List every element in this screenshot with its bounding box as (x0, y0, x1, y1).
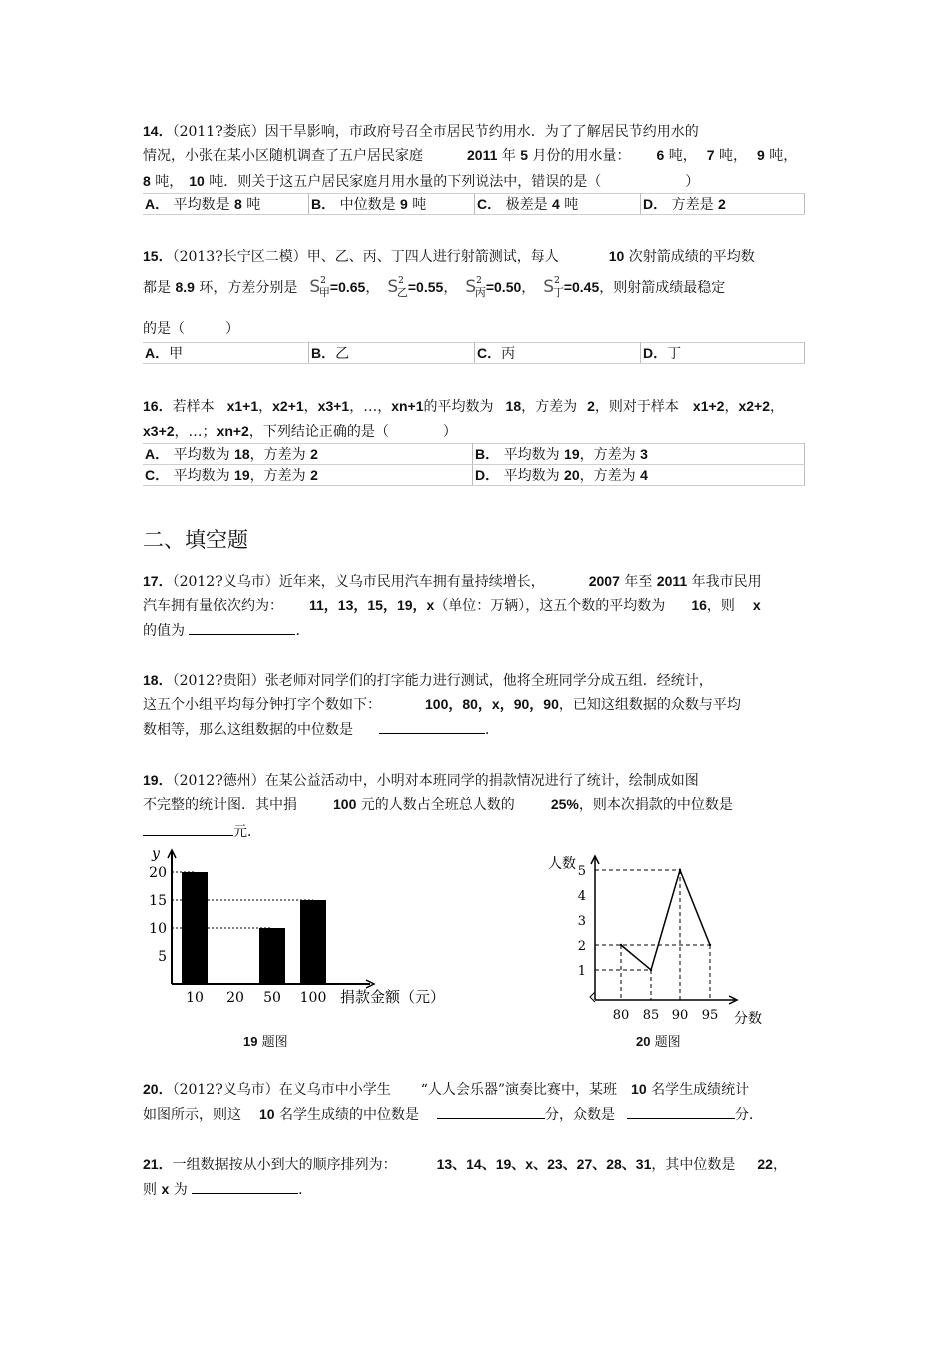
x-tick-label: 20 (226, 990, 244, 1006)
variance-jia: $S^2_甲=0.65$ (309, 276, 366, 299)
y-tick-label: 2 (577, 939, 586, 954)
q17-line1: 17．（2012?义乌市）近年来，义乌市民用汽车拥有量持续增长， 2007 年至 2011 年我市民用 (143, 573, 762, 590)
q16-option-c[interactable]: C． 平均数为 19，方差为 2 (143, 465, 473, 486)
y-tick-label: 20 (149, 865, 167, 881)
q20-median-blank[interactable] (437, 1104, 545, 1119)
q17-answer-blank[interactable] (189, 620, 295, 635)
bar-chart (140, 842, 460, 1012)
y-tick-label: 4 (577, 889, 586, 904)
variance-ding: $S^2_丁=0.45$ (543, 276, 600, 299)
q21-line1: 21．一组数据按从小到大的顺序排列为： 13、14、19、x、23、27、28、31，其中位数是 22， (143, 1156, 787, 1173)
bar (259, 928, 285, 984)
q16-option-b[interactable]: B． 平均数为 19，方差为 3 (473, 444, 805, 465)
y-axis-label: 人数 (548, 856, 576, 872)
data-point (679, 869, 681, 871)
y-tick-label: 15 (149, 893, 167, 909)
y-axis-label: y (152, 846, 160, 862)
y-tick-label: 10 (149, 921, 167, 937)
q20-line1: 20．（2012?义乌市）在义乌市中小学生 “人人会乐器”演奏比赛中，某班 10 名学生成绩统计 (143, 1081, 750, 1098)
q21-line2: 则 x 为 ． (143, 1181, 313, 1198)
q14-line1: 14．（2011?娄底）因干旱影响，市政府号召全市居民节约用水．为了了解居民节约用水的 (143, 123, 699, 140)
q14-source: （2011?娄底） (172, 124, 265, 140)
x-axis-label: 分数 (734, 1011, 762, 1027)
line-chart (540, 848, 770, 1028)
y-tick-label: 5 (158, 949, 167, 965)
q17-line2: 汽车拥有量依次约为： 11，13，15，19，x（单位：万辆），这五个数的平均数为 16，则 x (143, 597, 761, 614)
data-point (620, 944, 622, 946)
q21-answer-blank[interactable] (192, 1179, 298, 1194)
q16-line1: 16．若样本 x1+1，x2+1，x3+1，…，xn+1的平均数为 18，方差为 2，则对于样本 x1+2，x2+2， (143, 398, 784, 415)
data-line (621, 870, 710, 970)
q16-options (143, 443, 805, 486)
q18-line3: 数相等，那么这组数据的中位数是 ． (143, 719, 499, 739)
q14-line3: 8 吨， 10 吨．则关于这五户居民家庭月用水量的下列说法中，错误的是（ ） (143, 173, 700, 190)
q15-option-b[interactable]: B．乙 (309, 343, 475, 364)
bar (300, 900, 326, 984)
q14-number: 14 (143, 123, 159, 139)
q18-line1: 18．（2012?贵阳）张老师对同学们的打字能力进行测试，他将全班同学分成五组．经统计， (143, 672, 713, 689)
x-axis-label: 捐款金额（元） (340, 988, 446, 1006)
q14-options (143, 193, 805, 215)
q16-line2: x3+2，…；xn+2，下列结论正确的是（ ） (143, 423, 457, 440)
q15-option-d[interactable]: D．丁 (641, 343, 805, 364)
section-title: 二、填空题 (143, 528, 248, 552)
variance-yi: $S^2_乙=0.55$ (387, 276, 444, 299)
x-tick-label: 95 (701, 1008, 719, 1023)
q14-option-a[interactable]: A． 平均数是 8 吨 (143, 194, 309, 215)
y-tick-label: 1 (577, 964, 586, 979)
variance-bing: $S^2_丙=0.50$ (465, 276, 522, 299)
data-point (709, 944, 711, 946)
q20-line2: 如图所示，则这 10 名学生成绩的中位数是 分，众数是 分． (143, 1106, 764, 1123)
q18-answer-blank[interactable] (379, 719, 485, 734)
y-tick-label: 3 (577, 914, 586, 929)
q15-line1: 15．（2013?长宁区二模）甲、乙、丙、丁四人进行射箭测试，每人 10 次射箭成绩的平均数 (143, 248, 755, 265)
x-tick-label: 50 (263, 990, 281, 1006)
x-tick-label: 85 (642, 1008, 660, 1023)
x-tick-label: 80 (612, 1008, 630, 1023)
q14-option-b[interactable]: B． 中位数是 9 吨 (309, 194, 475, 215)
q15-line2: 都是 8.9 环，方差分别是 $S^2_甲=0.65$， $S^2_乙=0.55$， $S^2_丙=0.50$， $S^2_丁=0.45$，则射箭成绩最稳定 (143, 276, 726, 299)
x-tick-label: 100 (299, 990, 327, 1006)
data-point (650, 969, 652, 971)
q14-option-d[interactable]: D． 方差是 2 (641, 194, 805, 215)
y-tick-label: 5 (577, 864, 586, 879)
q14-line2: 情况，小张在某小区随机调查了五户居民家庭 2011 年 5 月份的用水量： 6 吨， 7 吨， 9 吨， (143, 147, 798, 164)
q14-option-c[interactable]: C． 极差是 4 吨 (475, 194, 641, 215)
q16-option-d[interactable]: D． 平均数为 20，方差为 4 (473, 465, 805, 486)
q19-answer-blank[interactable] (143, 821, 233, 836)
x-tick-label: 90 (671, 1008, 689, 1023)
q19-caption: 19 题图 (243, 1034, 288, 1050)
q18-line2: 这五个小组平均每分钟打字个数如下： 100，80，x，90，90，已知这组数据的众数与平均 (143, 696, 741, 713)
q17-line3: 的值为 ． (143, 620, 309, 640)
q19-line3: 元． (143, 821, 261, 841)
q15-option-c[interactable]: C．丙 (475, 343, 641, 364)
x-tick-label: 10 (186, 990, 204, 1006)
q19-line2: 不完整的统计图．其中捐 100 元的人数占全班总人数的 25%，则本次捐款的中位数是 (143, 796, 733, 813)
q19-line1: 19．（2012?德州）在某公益活动中，小明对本班同学的捐款情况进行了统计，绘制成如图 (143, 772, 699, 789)
q15-options (143, 342, 805, 364)
q16-option-a[interactable]: A． 平均数为 18，方差为 2 (143, 444, 473, 465)
q20-caption: 20 题图 (636, 1034, 681, 1050)
q15-line3: 的是（ ） (143, 321, 239, 337)
q15-option-a[interactable]: A．甲 (143, 343, 309, 364)
q20-mode-blank[interactable] (627, 1104, 735, 1119)
